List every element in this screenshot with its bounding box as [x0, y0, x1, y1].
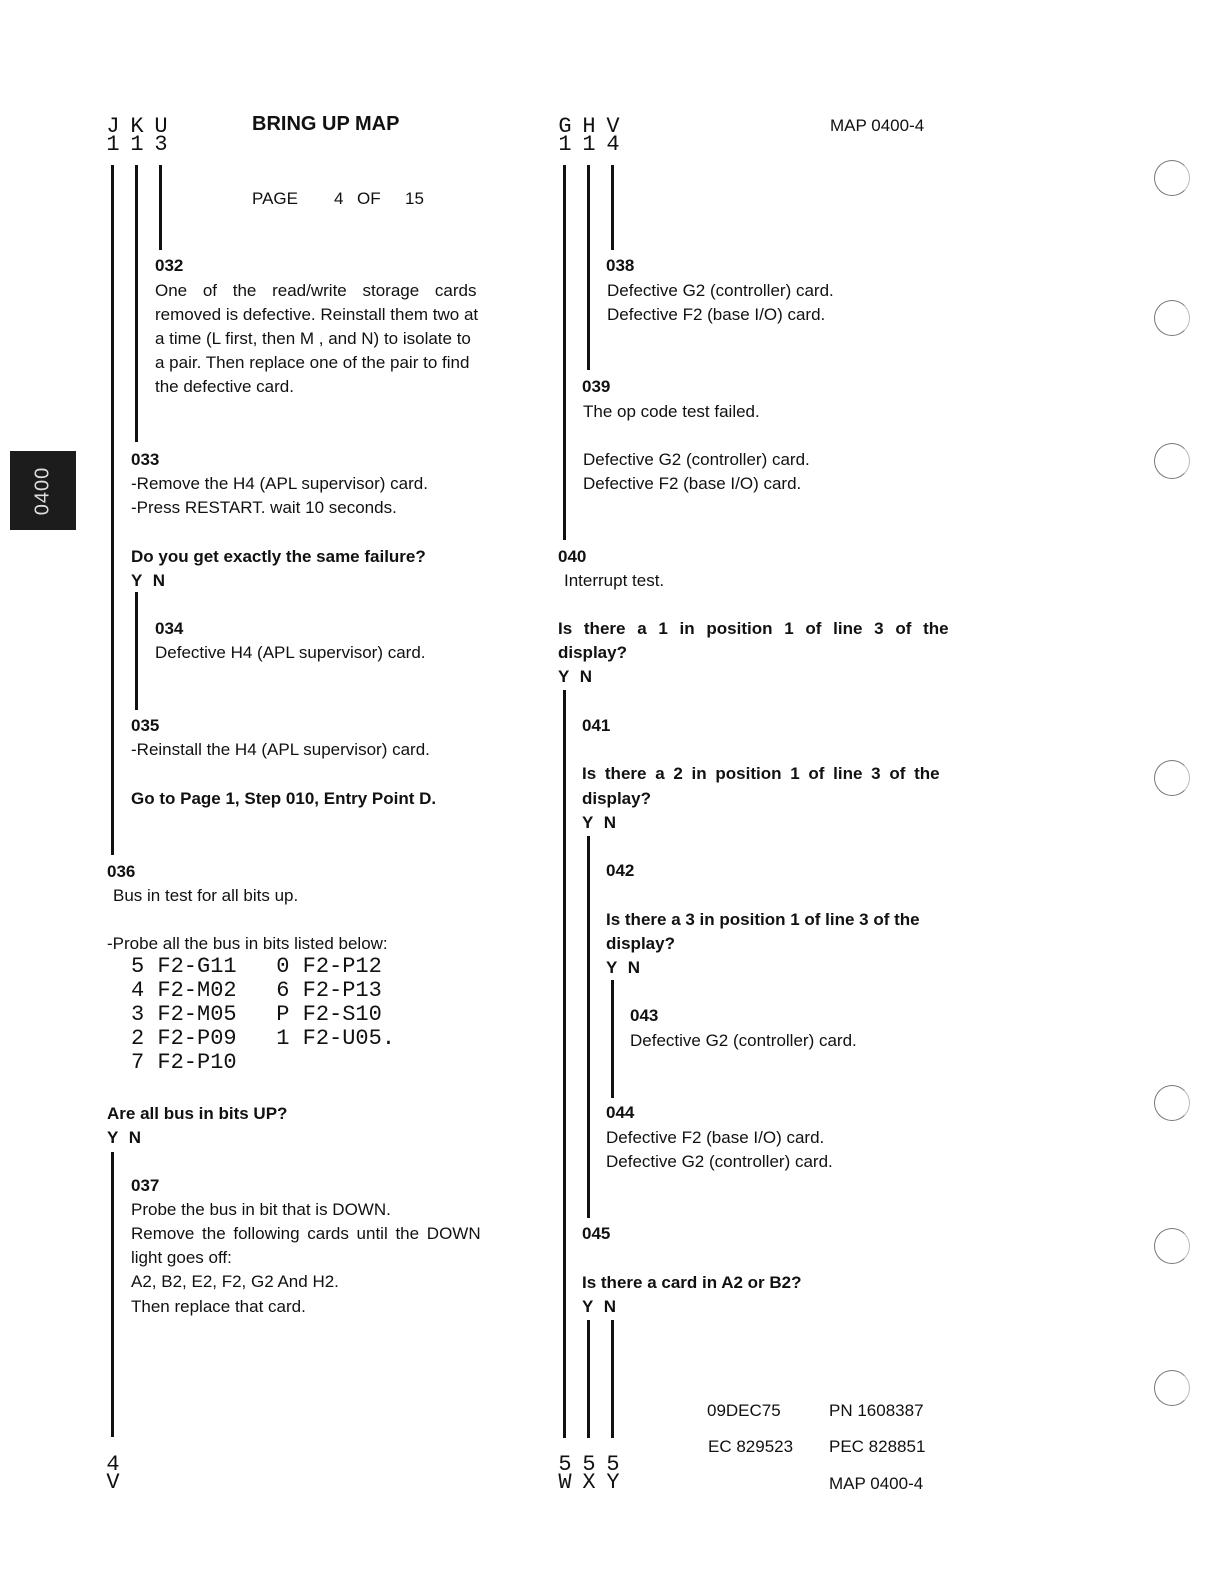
- flow-line: [587, 836, 590, 1218]
- section-tab: [10, 451, 76, 530]
- step-text: -Probe all the bus in bits listed below:: [107, 934, 388, 953]
- step-text: One of the read/write storage cards: [155, 281, 477, 300]
- flow-line: [611, 980, 614, 1098]
- decision-question: Are all bus in bits UP?: [107, 1104, 288, 1123]
- step-text: a time (L first, then M , and N) to isolate to: [155, 329, 471, 348]
- step-number: 044: [606, 1103, 635, 1122]
- bit-list-row: 5 F2-G11 0 F2-P12: [131, 954, 382, 979]
- step-number: 038: [606, 256, 635, 275]
- connector-u3: U 3: [154, 114, 168, 157]
- step-text: Defective G2 (controller) card.: [630, 1031, 857, 1050]
- step-text: Interrupt test.: [564, 571, 665, 590]
- page-of-label: OF: [357, 189, 381, 208]
- step-text: light goes off:: [131, 1248, 232, 1267]
- step-number: 041: [582, 716, 611, 735]
- page-label: PAGE: [252, 189, 298, 208]
- yes-no-label: Y N: [606, 958, 641, 977]
- connector-j1: J 1: [106, 114, 120, 157]
- flow-line: [611, 1320, 614, 1438]
- step-text: -Remove the H4 (APL supervisor) card.: [131, 474, 428, 493]
- binder-hole: [1154, 760, 1190, 796]
- decision-question: display?: [582, 789, 651, 808]
- connector-h1: H 1: [582, 114, 596, 157]
- decision-question: Is there a 1 in position 1 of line 3 of the: [558, 619, 949, 638]
- step-number: 032: [155, 256, 184, 275]
- step-text: Remove the following cards until the DOWN: [131, 1224, 481, 1243]
- flow-line: [111, 1152, 114, 1437]
- decision-question: Do you get exactly the same failure?: [131, 547, 426, 566]
- footer-date: 09DEC75: [707, 1401, 781, 1420]
- decision-question: Is there a 2 in position 1 of line 3 of the: [582, 764, 940, 783]
- yes-no-label: Y N: [582, 1297, 617, 1316]
- binder-hole: [1154, 300, 1190, 336]
- step-number: 045: [582, 1224, 611, 1243]
- binder-hole: [1154, 1085, 1190, 1121]
- step-text: Defective G2 (controller) card.: [607, 281, 834, 300]
- footer-map-id: MAP 0400-4: [829, 1474, 924, 1493]
- step-text: -Press RESTART. wait 10 seconds.: [131, 498, 397, 517]
- map-id-header: MAP 0400-4: [830, 116, 925, 135]
- page-title: BRING UP MAP: [252, 113, 400, 135]
- decision-question: display?: [558, 643, 627, 662]
- flow-line: [587, 165, 590, 370]
- step-text: Defective G2 (controller) card.: [606, 1152, 833, 1171]
- decision-question: Is there a 3 in position 1 of line 3 of the: [606, 910, 920, 929]
- page-total: 15: [405, 189, 424, 208]
- step-number: 036: [107, 862, 136, 881]
- step-text: Bus in test for all bits up.: [113, 886, 299, 905]
- flow-line: [135, 592, 138, 710]
- connector-5y: 5 Y: [606, 1452, 620, 1495]
- step-text: Defective H4 (APL supervisor) card.: [155, 643, 426, 662]
- binder-hole: [1154, 160, 1190, 196]
- connector-v4: V 4: [606, 114, 620, 157]
- step-number: 040: [558, 547, 587, 566]
- page-number: 4: [334, 189, 344, 208]
- step-text: Defective F2 (base I/O) card.: [607, 305, 826, 324]
- goto-instruction: Go to Page 1, Step 010, Entry Point D.: [131, 789, 437, 808]
- step-number: 033: [131, 450, 160, 469]
- flow-line: [587, 1320, 590, 1438]
- flow-line: [563, 690, 566, 1438]
- step-number: 035: [131, 716, 160, 735]
- binder-hole: [1154, 1228, 1190, 1264]
- footer-part-number: PN 1608387: [829, 1401, 924, 1420]
- step-number: 042: [606, 861, 635, 880]
- decision-question: display?: [606, 934, 675, 953]
- yes-no-label: Y N: [558, 667, 593, 686]
- bit-list-row: 4 F2-M02 6 F2-P13: [131, 978, 382, 1003]
- step-text: Probe the bus in bit that is DOWN.: [131, 1200, 391, 1219]
- bit-list-row: 2 F2-P09 1 F2-U05.: [131, 1026, 396, 1051]
- step-number: 037: [131, 1176, 160, 1195]
- flow-line: [611, 165, 614, 250]
- connector-5w: 5 W: [558, 1452, 572, 1495]
- step-text: The op code test failed.: [583, 402, 760, 421]
- footer-pec: PEC 828851: [829, 1437, 926, 1456]
- yes-no-label: Y N: [582, 813, 617, 832]
- flow-line: [111, 165, 114, 855]
- connector-4v: 4 V: [106, 1452, 120, 1495]
- step-text: removed is defective. Reinstall them two at: [155, 305, 479, 324]
- footer-ec: EC 829523: [708, 1437, 794, 1456]
- step-text: Defective F2 (base I/O) card.: [606, 1128, 825, 1147]
- connector-g1: G 1: [558, 114, 572, 157]
- step-text: a pair. Then replace one of the pair to find: [155, 353, 470, 372]
- binder-hole: [1154, 443, 1190, 479]
- step-text: Defective G2 (controller) card.: [583, 450, 810, 469]
- flow-line: [135, 165, 138, 442]
- bit-list-row: 7 F2-P10: [131, 1050, 237, 1075]
- connector-k1: K 1: [130, 114, 144, 157]
- step-text: A2, B2, E2, F2, G2 And H2.: [131, 1272, 339, 1291]
- yes-no-label: Y N: [131, 571, 166, 590]
- step-text: Defective F2 (base I/O) card.: [583, 474, 802, 493]
- bit-list-row: 3 F2-M05 P F2-S10: [131, 1002, 382, 1027]
- flow-line: [563, 165, 566, 540]
- yes-no-label: Y N: [107, 1128, 142, 1147]
- step-text: Then replace that card.: [131, 1297, 306, 1316]
- decision-question: Is there a card in A2 or B2?: [582, 1273, 802, 1292]
- section-tab-label: 0400: [31, 466, 54, 516]
- binder-hole: [1154, 1370, 1190, 1406]
- connector-5x: 5 X: [582, 1452, 596, 1495]
- step-number: 043: [630, 1006, 659, 1025]
- flow-line: [159, 165, 162, 250]
- step-number: 034: [155, 619, 184, 638]
- step-text: the defective card.: [155, 377, 294, 396]
- step-text: -Reinstall the H4 (APL supervisor) card.: [131, 740, 430, 759]
- step-number: 039: [582, 377, 611, 396]
